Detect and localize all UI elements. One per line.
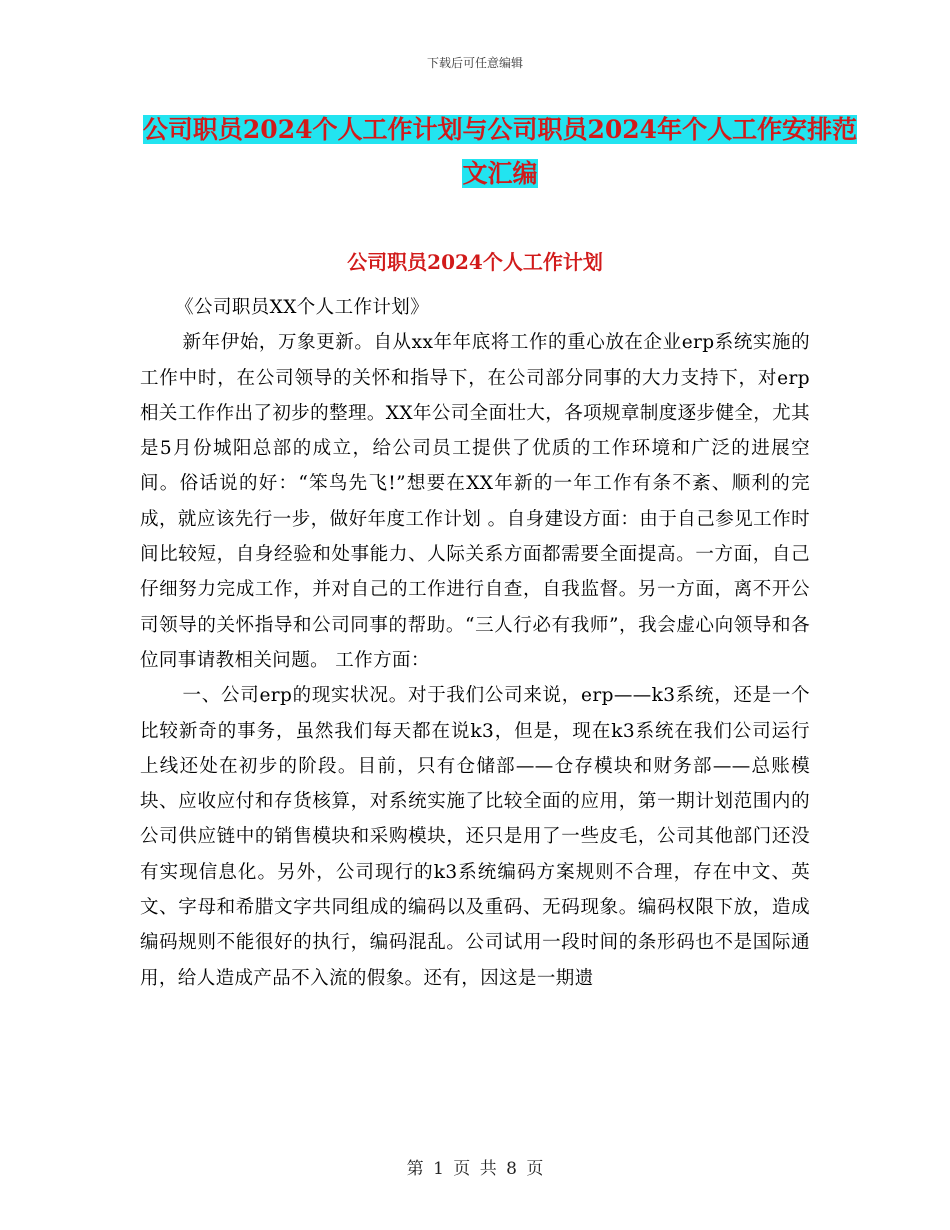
body-paragraph-subtitle: 《公司职员XX个人工作计划》 xyxy=(175,297,430,318)
page-number-footer: 第 1 页 共 8 页 xyxy=(406,1159,544,1179)
body-paragraph: 新年伊始，万象更新。自从xx年年底将工作的重心放在企业erp系统实施的工作中时，在公司领导的关怀和指导下，在公司部分同事的大力支持下，对erp相关工作作出了初步的整理。XX年公司全面壮大，各项规章制度逐步健全，尤其是5月份城阳总部的成立，给公司员工提供了优质的工作环境和广泛的进展空间。俗话说的好：“笨鸟先飞!”想要在XX年新的一年工作有条不紊、顺利的完成，就应该先行一步，做好年度工作计划 。自身建设方面：由于自己参见工作时间比较短，自身经验和处事能力、人际关系方面都需要全面提高。一方面，自己仔细努力完成工作，并对自己的工作进行自查，自我监督。另一方面，离不开公司领导的关怀指导和公司同事的帮助。“三人行必有我师”，我会虚心向领导和各位同事请教相关问题。 工作方面： xyxy=(140,332,810,671)
page-header-note: 下载后可任意编辑 xyxy=(426,56,523,70)
document-body xyxy=(140,290,810,996)
document-title-highlight: 公司职员2024个人工作计划与公司职员2024年个人工作安排范文汇编 xyxy=(142,115,858,188)
section-title: 公司职员2024个人工作计划 xyxy=(347,250,603,274)
document-title xyxy=(140,108,860,196)
body-paragraph: 一、公司erp的现实状况。对于我们公司来说，erp——k3系统，还是一个比较新奇的事务，虽然我们每天都在说k3，但是，现在k3系统在我们公司运行上线还处在初步的阶段。目前，只有仓储部——仓存模块和财务部——总账模块、应收应付和存货核算，对系统实施了比较全面的应用，第一期计划范围内的公司供应链中的销售模块和采购模块，还只是用了一些皮毛，公司其他部门还没有实现信息化。另外，公司现行的k3系统编码方案规则不合理，存在中文、英文、字母和希腊文字共同组成的编码以及重码、无码现象。编码权限下放，造成编码规则不能很好的执行，编码混乱。公司试用一段时间的条形码也不是国际通用，给人造成产品不入流的假象。还有，因这是一期遗 xyxy=(140,685,810,989)
